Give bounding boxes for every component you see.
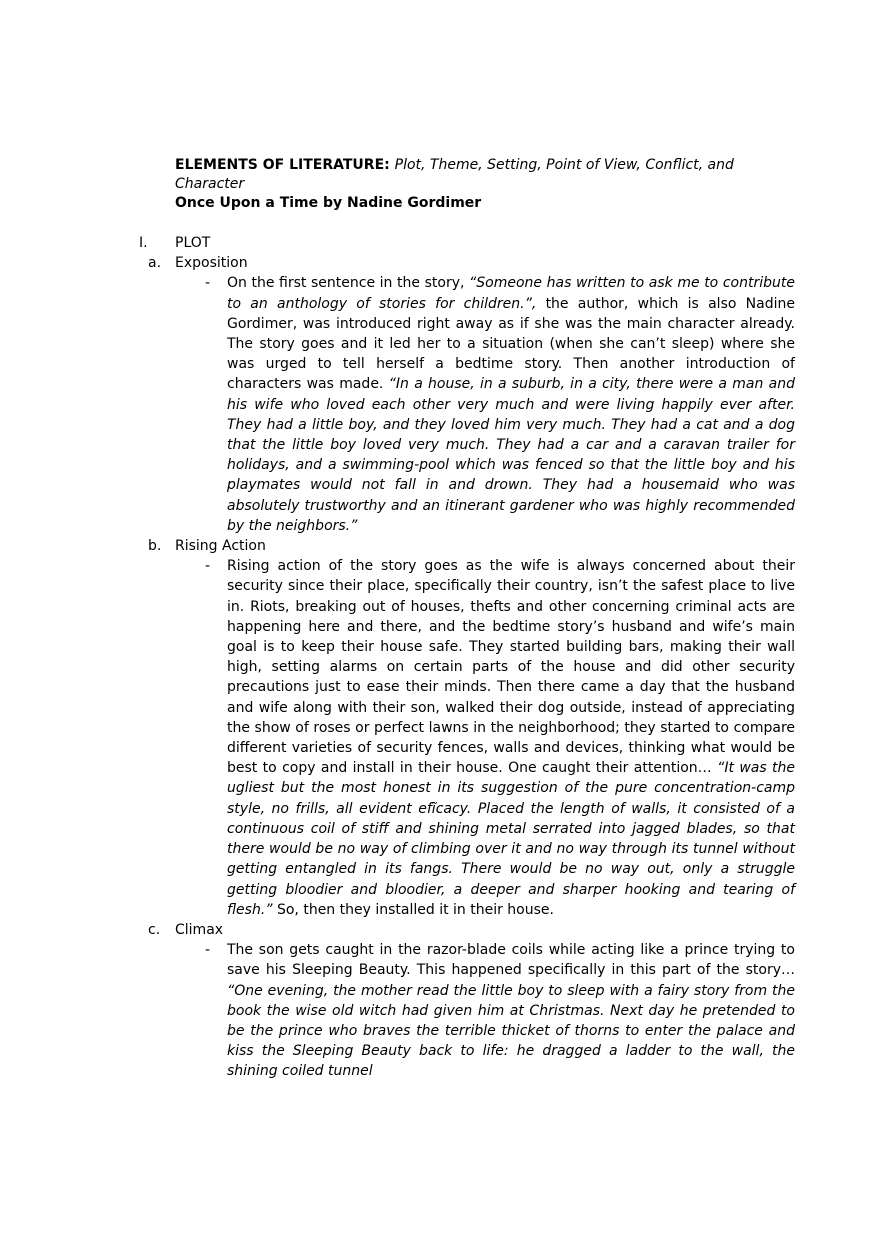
- title-separator: :: [384, 157, 395, 173]
- subsection-letter: c.: [148, 921, 161, 938]
- paragraph-segment: The son gets caught in the razor-blade coils while acting like a prince trying to save his Sleeping Beauty. This happened specifically in this part of the story…: [227, 942, 795, 979]
- paragraph-segment: the author, which is also Nadine Gordimer, was introduced right away as if she was the main character already. The story goes and it led her to a situation (when she can’t sleep) where she was urged to tell herself a bedtime story. Then another introduction of characters was made.: [227, 295, 795, 393]
- outline: [139, 233, 795, 1082]
- paragraph-segment: Rising action of the story goes as the wife is always concerned about their security since their place, specifically their country, isn’t the safest place to live in. Riots, breaking out of houses, thefts and other concerning criminal acts are happening here and there, and the bedtime story’s husband and wife’s main goal is to keep their house safe. They started building bars, making their wall high, setting alarms on certain parts of the house and did other security precautions just to ease their minds. Then there came a day that the husband and wife along with their son, walked their dog outside, instead of appreciating the show of roses or perfect lawns in the neighborhood; they started to compare different varieties of security fences, walls and devices, thinking what would be best to copy and install in their house. One caught their attention…: [227, 558, 795, 777]
- bullet-dash-icon: -: [205, 942, 211, 959]
- subsection-label: Exposition: [175, 255, 248, 272]
- bullet-dash-icon: -: [205, 558, 211, 575]
- section-heading: PLOT: [175, 235, 211, 251]
- outline-section-head: [139, 233, 795, 253]
- paragraph-quote-segment: “In a house, in a suburb, in a city, there were a man and his wife who loved each other very much and were living happily ever after. They had a little boy, and they loved him very much. They had a cat and a dog that the little boy loved very much. They had a car and a caravan trailer for holidays, and a swimming-pool which was fenced so that the little boy and his playmates would not fall in and drown. They had a housemaid who was absolutely trustworthy and an itinerant gardener who was highly recommended by the neighbors.”: [227, 376, 795, 534]
- bullet-dash-icon: -: [205, 275, 211, 292]
- subsection-letter: b.: [148, 538, 162, 555]
- paragraph-quote-segment: “It was the ugliest but the most honest in its suggestion of the pure concentration-camp style, no frills, all evident efĩcacy. Placed the length of walls, it consisted of a continuous coil of stiff and shining metal serrated into jagged blades, so that there would be no way of climbing over it and no way through its tunnel without getting entangled in its fangs. There would be no way out, only a struggle getting bloodier and bloodier, a deeper and sharper hooking and tearing of flesh.”: [227, 760, 795, 918]
- subsection-label: Climax: [175, 921, 224, 938]
- outline-subsection-head: [148, 253, 795, 273]
- title-bold-text: ELEMENTS OF LITERATURE: [175, 157, 385, 173]
- outline-bullet-item: [205, 273, 795, 536]
- outline-subsection-head: [148, 920, 795, 940]
- document-title: [175, 156, 795, 194]
- paragraph-text: [227, 556, 795, 920]
- paragraph-segment: So, then they installed it in their house.: [272, 901, 554, 918]
- section-numeral: I.: [139, 235, 148, 251]
- document-subtitle: Once Upon a Time by Nadine Gordimer: [175, 195, 482, 211]
- subsection-label: Rising Action: [175, 538, 266, 555]
- paragraph-quote-segment: “Someone has written to ask me to contribute to an anthology of stories for children.”,: [227, 275, 795, 312]
- paragraph-text: [227, 273, 795, 536]
- paragraph-quote-segment: “One evening, the mother read the little boy to sleep with a fairy story from the book the wise old witch had given him at Christmas. Next day he pretended to be the prince who braves the terrible thicket of thorns to enter the palace and kiss the Sleeping Beauty back to life: he dragged a ladder to the wall, the shining coiled tunnel: [227, 982, 795, 1080]
- outline-subsection-head: [148, 536, 795, 556]
- subsection-letter: a.: [148, 255, 162, 272]
- outline-bullet-item: [205, 940, 795, 1081]
- paragraph-segment: On the first sentence in the story,: [227, 275, 470, 292]
- title-italic-text: Plot, Theme, Setting, Point of View, Conflict, and Character: [175, 157, 734, 192]
- paragraph-text: [227, 940, 795, 1081]
- outline-bullet-item: [205, 556, 795, 920]
